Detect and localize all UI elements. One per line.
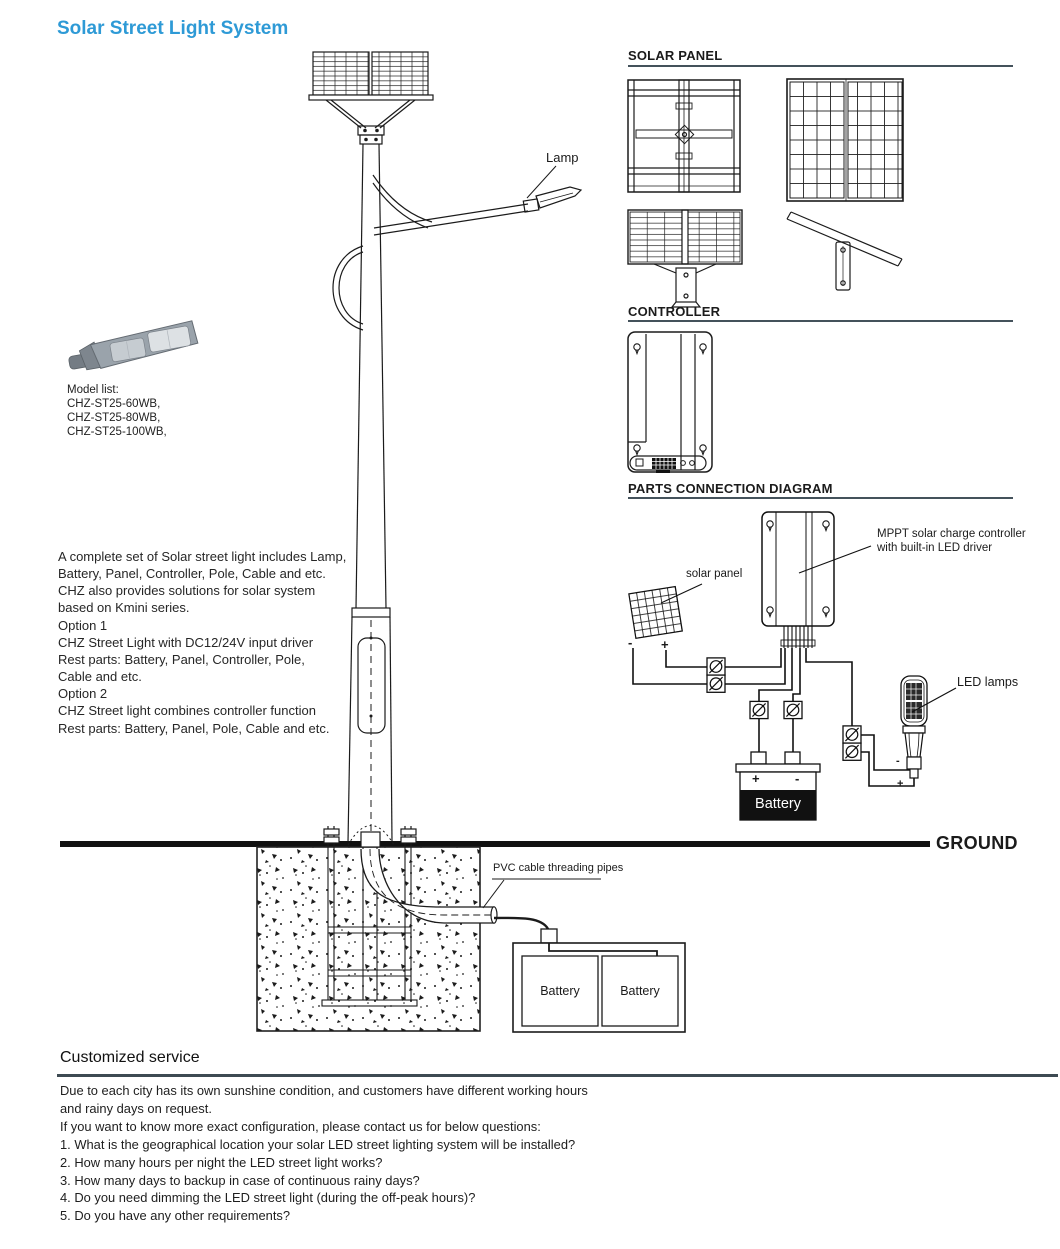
description-line: CHZ Street Light with DC12/24V input driver [58, 634, 314, 650]
mppt-leader-line [799, 546, 871, 573]
street-light-product-image [66, 320, 199, 373]
customized-service-line: Due to each city has its own sunshine condition, and customers have different working hours [60, 1083, 588, 1098]
lamp-fixture [523, 166, 581, 212]
solar-panel-side-view [787, 212, 902, 290]
parts-section-heading: PARTS CONNECTION DIAGRAM [628, 481, 833, 496]
panel-plus-sign: + [661, 637, 669, 652]
customized-service-line: 2. How many hours per night the LED street light works? [60, 1154, 383, 1170]
solar-panel-heading-rule [628, 65, 1013, 67]
ground-line [60, 841, 930, 847]
description-line: Battery, Panel, Controller, Pole, Cable and etc. [58, 566, 326, 582]
controller-heading-rule [628, 320, 1013, 322]
solar-panel-views [628, 79, 903, 307]
description-line: A complete set of Solar street light includes Lamp, [58, 549, 347, 564]
page-title: Solar Street Light System [57, 18, 289, 39]
battery-minus-sign: - [795, 771, 800, 786]
customized-service-line: and rainy days on request. [60, 1100, 212, 1116]
connection-solar-panel-label: solar panel [686, 568, 743, 580]
model-item: CHZ-ST25-60WB, [67, 398, 161, 410]
model-item: CHZ-ST25-100WB, [67, 426, 167, 438]
battery-cable [494, 918, 548, 929]
ground-label: GROUND [936, 833, 1018, 853]
led-lamps-label: LED lamps [957, 675, 1019, 689]
lamp-label: Lamp [546, 150, 579, 165]
underground-battery-label: Battery [620, 984, 660, 998]
model-item: CHZ-ST25-80WB, [67, 412, 161, 424]
parts-connection-diagram [629, 512, 956, 820]
fuse-connectors [707, 658, 861, 760]
parts-heading-rule [628, 497, 1013, 499]
description-line: CHZ also provides solutions for solar system [58, 583, 316, 599]
underground-battery-label: Battery [540, 984, 580, 998]
solar-panel-section-heading: SOLAR PANEL [628, 48, 723, 63]
controller-section-heading: CONTROLLER [628, 304, 721, 319]
connection-led-lamp-drawing [901, 676, 956, 778]
pvc-pipes-label: PVC cable threading pipes [493, 862, 624, 874]
model-list-heading: Model list: [67, 384, 119, 396]
underground-battery-box [513, 929, 685, 1032]
mppt-wire-bundle [781, 626, 815, 648]
customized-service-rule [57, 1074, 1058, 1077]
battery-plus-sign: + [752, 771, 760, 786]
description-line: Option 1 [58, 617, 108, 633]
mppt-label-line1: MPPT solar charge controller [877, 528, 1026, 540]
description-line: CHZ Street light combines controller function [58, 703, 316, 719]
description-line: based on Kmini series. [58, 600, 190, 616]
model-list [67, 383, 167, 439]
customized-service-text [60, 1082, 588, 1225]
mppt-label-line2: with built-in LED driver [877, 542, 993, 554]
connection-battery-label: Battery [755, 796, 801, 812]
ground-section [60, 826, 930, 1033]
pole-top-solar-panel [309, 52, 433, 144]
lamp-plus-sign: + [897, 778, 904, 790]
lamp-minus-sign: - [896, 755, 900, 767]
description-line: Rest parts: Battery, Panel, Controller, Pole, [58, 651, 305, 667]
description-block [58, 548, 346, 737]
mppt-controller-drawing [762, 512, 834, 626]
description-line: Option 2 [58, 686, 108, 702]
customized-service-line: 1. What is the geographical location your solar LED street lighting system will be installed? [60, 1136, 576, 1152]
customized-service-heading: Customized service [60, 1049, 200, 1066]
solar-panel-back-view [628, 80, 740, 192]
customized-service-line: 5. Do you have any other requirements? [60, 1208, 291, 1224]
street-light-pole-diagram [309, 52, 581, 842]
customized-service-line: 4. Do you need dimming the LED street light (during the off-peak hours)? [60, 1190, 476, 1206]
description-line: Cable and etc. [58, 669, 142, 685]
connection-solar-panel-drawing [629, 584, 702, 638]
solar-panel-bottom-view [628, 210, 742, 307]
panel-minus-sign: - [628, 635, 633, 650]
customized-service-line: 3. How many days to backup in case of continuous rainy days? [60, 1172, 420, 1188]
controller-drawing [628, 332, 712, 473]
solar-panel-front-view [787, 79, 903, 201]
pole [348, 144, 392, 842]
description-line: Rest parts: Battery, Panel, Pole, Cable and etc. [58, 720, 330, 736]
customized-service-line: If you want to know more exact configuration, please contact us for below questions: [60, 1118, 541, 1134]
